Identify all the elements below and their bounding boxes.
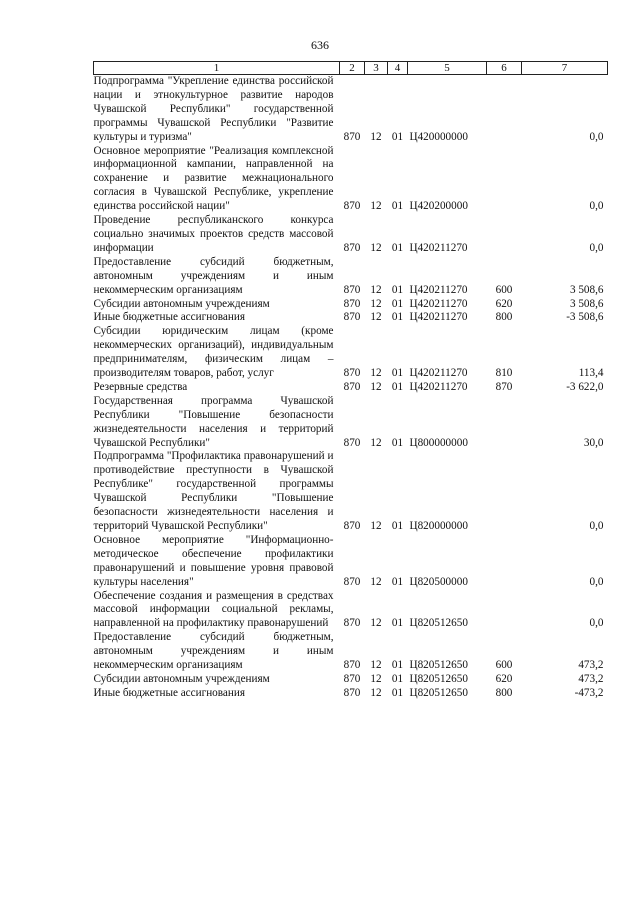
target-article-code: Ц820512650: [409, 659, 468, 672]
target-article-code: Ц420200000: [409, 200, 468, 213]
section-code: 12: [370, 686, 382, 699]
section-code: 12: [370, 575, 382, 588]
subsection-code: 01: [391, 686, 404, 699]
ministry-code: 870: [343, 686, 361, 699]
amount-value: 0,0: [589, 200, 604, 213]
subsection-code: 01: [391, 283, 404, 296]
subsection-code: 01: [391, 659, 404, 672]
table-row: [94, 687, 608, 701]
ministry-code: 870: [343, 436, 361, 449]
ministry-code: 870: [343, 367, 361, 380]
amount-value: 0,0: [589, 617, 604, 630]
expense-type-code: 600: [495, 283, 513, 296]
target-article-code: Ц820512650: [409, 617, 468, 630]
table-header-row: [94, 62, 608, 75]
amount-value: 30,0: [583, 436, 604, 449]
row-description: Субсидии юридическим лицам (кроме некоммерческих организаций), индивидуальным предпринимателям, физическим лицам – производителям товаров, работ, услуг: [93, 325, 334, 380]
target-article-code: Ц420211270: [409, 311, 468, 324]
column-header: 4: [388, 62, 408, 75]
row-description: Субсидии автономным учреждениям: [93, 297, 270, 310]
table-row: [94, 145, 608, 215]
row-description: Проведение республиканского конкурса социально значимых проектов средств массовой информации: [93, 214, 334, 254]
row-description: Основное мероприятие "Реализация комплексной информационной кампании, направленной на сохранение и развитие межнационального согласия в Чувашской Республике, укрепление единства российской нации": [93, 144, 334, 213]
subsection-code: 01: [391, 130, 404, 143]
ministry-code: 870: [343, 200, 361, 213]
page-number: 636: [311, 38, 329, 52]
ministry-code: 870: [343, 520, 361, 532]
row-description: Основное мероприятие "Информационно-методическое обеспечение профилактики правонарушений и повышение уровня правовой культуры населения": [93, 533, 334, 588]
amount-value: 0,0: [589, 520, 604, 532]
target-article-code: Ц420211270: [409, 283, 468, 296]
table-body: [94, 75, 608, 701]
expense-type-code: 870: [495, 380, 513, 393]
target-article-code: Ц820512650: [409, 686, 468, 699]
expense-type-code: [487, 395, 522, 451]
table-row: [94, 325, 608, 381]
row-description: Обеспечение создания и размещения в средствах массовой информации социальной рекламы, направленной на профилактику правонарушений: [93, 589, 334, 630]
column-header: 5: [408, 62, 487, 75]
budget-table: [93, 61, 608, 701]
ministry-code: 870: [343, 241, 361, 254]
section-code: 12: [370, 311, 382, 324]
subsection-code: 01: [391, 520, 404, 532]
amount-value: -3 508,6: [566, 311, 604, 324]
section-code: 12: [370, 297, 382, 310]
table-row: [94, 256, 608, 298]
expense-type-code: 620: [495, 672, 513, 685]
expense-type-code: [487, 145, 522, 215]
section-code: 12: [370, 672, 382, 685]
column-header: 6: [487, 62, 522, 75]
amount-value: 113,4: [578, 367, 604, 380]
row-description: Субсидии автономным учреждениям: [93, 672, 270, 685]
subsection-code: 01: [391, 380, 404, 393]
ministry-code: 870: [343, 380, 361, 393]
amount-value: 473,2: [578, 672, 604, 685]
subsection-code: 01: [391, 617, 404, 630]
section-code: 12: [370, 380, 382, 393]
table-row: [94, 450, 608, 533]
target-article-code: Ц820500000: [409, 575, 468, 588]
expense-type-code: 620: [495, 297, 513, 310]
expense-type-code: 800: [495, 686, 513, 699]
expense-type-code: [487, 450, 522, 533]
expense-type-code: 800: [495, 311, 513, 324]
section-code: 12: [370, 283, 382, 296]
expense-type-code: [487, 534, 522, 590]
section-code: 12: [370, 436, 382, 449]
subsection-code: 01: [391, 200, 404, 213]
column-header: 3: [365, 62, 388, 75]
amount-value: 0,0: [589, 575, 604, 588]
target-article-code: Ц420211270: [409, 241, 468, 254]
amount-value: 3 508,6: [569, 297, 604, 310]
section-code: 12: [370, 130, 382, 143]
table-row: [94, 395, 608, 451]
table-row: [94, 381, 608, 395]
column-header: 7: [522, 62, 608, 75]
row-description: Предоставление субсидий бюджетным, автономным учреждениям и иным некоммерческим организациям: [93, 255, 334, 296]
ministry-code: 870: [343, 575, 361, 588]
row-description: Иные бюджетные ассигнования: [93, 686, 245, 699]
subsection-code: 01: [391, 311, 404, 324]
subsection-code: 01: [391, 367, 404, 380]
amount-value: -473,2: [574, 686, 604, 699]
ministry-code: 870: [343, 130, 361, 143]
amount-value: 3 508,6: [569, 283, 604, 296]
target-article-code: Ц820000000: [409, 520, 468, 532]
row-description: Подпрограмма "Укрепление единства российской нации и этнокультурное развитие народов Чувашской Республики" государственной программы Чувашской Республики "Развитие культуры и туризма": [93, 75, 334, 143]
target-article-code: Ц420211270: [409, 367, 468, 380]
column-header: 1: [94, 62, 340, 75]
row-description: Предоставление субсидий бюджетным, автономным учреждениям и иным некоммерческим организациям: [93, 631, 334, 672]
ministry-code: 870: [343, 617, 361, 630]
target-article-code: Ц420000000: [409, 130, 468, 143]
amount-value: 0,0: [589, 241, 604, 254]
column-header: 2: [340, 62, 365, 75]
table-row: [94, 214, 608, 256]
table-row: [94, 298, 608, 312]
section-code: 12: [370, 617, 382, 630]
subsection-code: 01: [391, 436, 404, 449]
table-row: [94, 590, 608, 632]
row-description: Резервные средства: [93, 380, 188, 393]
expense-type-code: [487, 75, 522, 145]
target-article-code: Ц420211270: [409, 297, 468, 310]
subsection-code: 01: [391, 672, 404, 685]
amount-value: 0,0: [589, 130, 604, 143]
table-row: [94, 631, 608, 673]
ministry-code: 870: [343, 283, 361, 296]
subsection-code: 01: [391, 241, 404, 254]
row-description: Государственная программа Чувашской Республики "Повышение безопасности жизнедеятельности населения и территорий Чувашской Республики": [93, 394, 334, 449]
expense-type-code: 600: [495, 659, 513, 672]
subsection-code: 01: [391, 297, 404, 310]
ministry-code: 870: [343, 297, 361, 310]
expense-type-code: [487, 590, 522, 632]
table-row: [94, 311, 608, 325]
row-description: Подпрограмма "Профилактика правонарушений и противодействие преступности в Чувашской Республике" государственной программы Чувашской Республики "Повышение безопасности жизнедеятельности населения и территорий Чувашской Республики": [93, 450, 334, 532]
row-description: Иные бюджетные ассигнования: [93, 311, 245, 324]
amount-value: 473,2: [578, 659, 604, 672]
section-code: 12: [370, 659, 382, 672]
section-code: 12: [370, 520, 382, 532]
section-code: 12: [370, 200, 382, 213]
table-row: [94, 75, 608, 145]
ministry-code: 870: [343, 672, 361, 685]
expense-type-code: [487, 214, 522, 256]
ministry-code: 870: [343, 659, 361, 672]
subsection-code: 01: [391, 575, 404, 588]
expense-type-code: 810: [495, 367, 513, 380]
table-row: [94, 534, 608, 590]
target-article-code: Ц800000000: [409, 436, 468, 449]
target-article-code: Ц420211270: [409, 380, 468, 393]
section-code: 12: [370, 241, 382, 254]
amount-value: -3 622,0: [566, 380, 604, 393]
table-row: [94, 673, 608, 687]
section-code: 12: [370, 367, 382, 380]
target-article-code: Ц820512650: [409, 672, 468, 685]
ministry-code: 870: [343, 311, 361, 324]
